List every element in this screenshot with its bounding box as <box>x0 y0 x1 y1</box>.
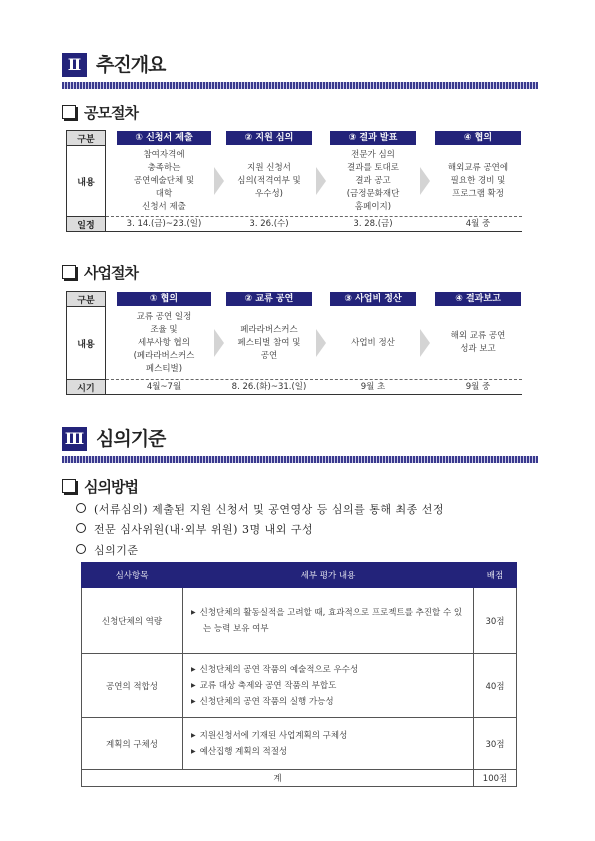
table-header-row <box>82 563 517 588</box>
stage-title: ④ 결과보고 <box>435 292 521 306</box>
section-title: 심의기준 <box>96 428 166 450</box>
stage-content: 지원 신청서 심의(적격여부 및 우수성) <box>237 162 301 199</box>
triangle-bullet-icon: ▶ <box>191 747 196 755</box>
stage-schedule: 9월 중 <box>465 382 491 392</box>
triangle-bullet-icon: ▶ <box>191 681 196 689</box>
arrow-icon <box>214 329 224 357</box>
arrow-icon <box>420 329 430 357</box>
label-content: 내용 <box>66 146 106 216</box>
checkbox-icon <box>62 265 76 279</box>
stage-content: 참여자격에 충족하는 공연예술단체 및 대학 신청서 제출 <box>133 149 195 212</box>
stage-content: 사업비 정산 <box>351 337 395 348</box>
detail-item <box>191 678 465 694</box>
stage-schedule: 3. 28.(금) <box>353 219 393 229</box>
subsection-title: 심의방법 <box>84 478 138 496</box>
table-row <box>82 588 517 654</box>
detail-text: 지원신청서에 기재된 사업계획의 구체성 <box>199 730 348 741</box>
stage-title: ① 협의 <box>117 292 211 306</box>
section-number: Ⅱ <box>62 53 87 77</box>
stage-title: ② 지원 심의 <box>226 131 312 145</box>
stage-title: ③ 결과 발표 <box>330 131 416 145</box>
section-number: Ⅲ <box>62 427 87 451</box>
triangle-bullet-icon: ▶ <box>191 608 196 616</box>
criteria-details <box>183 654 474 718</box>
stage-schedule: 4월~7월 <box>146 382 182 392</box>
column-header: 심사항목 <box>82 563 183 588</box>
stage-content: 전문가 심의 결과를 토대로 결과 공고 (금정문화재단 홈페이지) <box>346 149 400 212</box>
subsection-title: 공모절차 <box>84 104 138 122</box>
stage-title: ① 신청서 제출 <box>117 131 211 145</box>
checkbox-icon <box>62 105 76 119</box>
arrow-icon <box>316 167 326 195</box>
detail-text: 예산집행 계획의 적절성 <box>199 746 288 757</box>
detail-item <box>191 728 465 744</box>
subsection-heading-project <box>62 262 138 282</box>
circle-bullet-icon <box>76 544 86 554</box>
divider <box>106 231 522 232</box>
label-schedule: 일정 <box>66 216 106 232</box>
subsection-title: 사업절차 <box>84 264 138 282</box>
detail-item <box>191 605 465 637</box>
bullet-text: 심의기준 <box>94 544 139 557</box>
label-content: 내용 <box>66 307 106 379</box>
table-row <box>82 718 517 770</box>
detail-item <box>191 744 465 760</box>
triangle-bullet-icon: ▶ <box>191 697 196 705</box>
stage-schedule: 9월 초 <box>360 382 386 392</box>
stage-title: ④ 협의 <box>435 131 521 145</box>
divider <box>106 216 522 217</box>
label-stage: 구분 <box>66 291 106 307</box>
arrow-icon <box>316 329 326 357</box>
detail-text: 신청단체의 활동실적을 고려할 때, 효과적으로 프로젝트를 추진할 수 있는 능력 보유 여부 <box>199 607 463 634</box>
detail-text: 교류 대상 축제와 공연 작품의 부합도 <box>199 680 337 691</box>
criteria-category: 공연의 적합성 <box>82 654 183 718</box>
stage-schedule: 4월 중 <box>465 219 491 229</box>
criteria-points: 30점 <box>474 588 517 654</box>
bullet-text: 전문 심사위원(내·외부 위원) 3명 내외 구성 <box>94 523 314 536</box>
section-header-2 <box>62 50 538 80</box>
stage-schedule: 3. 14.(금)~23.(일) <box>126 219 202 229</box>
section-header-3 <box>62 424 538 454</box>
stage-schedule: 8. 26.(화)~31.(일) <box>231 382 307 392</box>
divider <box>106 379 522 380</box>
circle-bullet-icon <box>76 503 86 513</box>
criteria-points: 30점 <box>474 718 517 770</box>
criteria-points: 40점 <box>474 654 517 718</box>
criteria-category: 신청단체의 역량 <box>82 588 183 654</box>
total-points: 100점 <box>474 770 517 787</box>
triangle-bullet-icon: ▶ <box>191 731 196 739</box>
column-header: 세부 평가 내용 <box>183 563 474 588</box>
bullet-item <box>76 501 444 517</box>
criteria-category: 계획의 구체성 <box>82 718 183 770</box>
detail-text: 신청단체의 공연 작품의 예술적으로 우수성 <box>199 664 359 675</box>
label-schedule: 시기 <box>66 379 106 395</box>
bullet-item <box>76 521 313 537</box>
stage-content: 페라라버스커스 페스티벌 참여 및 공연 <box>237 324 301 361</box>
circle-bullet-icon <box>76 523 86 533</box>
bullet-item <box>76 542 139 558</box>
stage-title: ③ 사업비 정산 <box>330 292 416 306</box>
section-divider <box>62 82 538 89</box>
detail-text: 신청단체의 공연 작품의 실행 가능성 <box>199 696 334 707</box>
stage-title: ② 교류 공연 <box>226 292 312 306</box>
table-total-row <box>82 770 517 787</box>
stage-schedule: 3. 26.(수) <box>249 219 289 229</box>
detail-item <box>191 662 465 678</box>
table-row <box>82 654 517 718</box>
section-divider <box>62 456 538 463</box>
subsection-heading-contest <box>62 102 138 122</box>
label-stage: 구분 <box>66 130 106 146</box>
stage-content: 교류 공연 일정 조율 및 세부사항 협의 (페라라버스커스 페스티벌) <box>133 311 195 374</box>
criteria-details <box>183 588 474 654</box>
detail-item <box>191 694 465 710</box>
subsection-heading-method <box>62 476 138 496</box>
column-header: 배점 <box>474 563 517 588</box>
total-label: 계 <box>82 770 474 787</box>
arrow-icon <box>214 167 224 195</box>
bullet-text: (서류심의) 제출된 지원 신청서 및 공연영상 등 심의를 통해 최종 선정 <box>94 503 444 516</box>
criteria-table <box>81 562 517 787</box>
divider <box>106 394 522 395</box>
stage-content: 해외 교류 공연 성과 보고 <box>450 331 506 354</box>
section-title: 추진개요 <box>96 54 166 76</box>
triangle-bullet-icon: ▶ <box>191 665 196 673</box>
arrow-icon <box>420 167 430 195</box>
checkbox-icon <box>62 479 76 493</box>
stage-content: 해외교류 공연에 필요한 경비 및 프로그램 확정 <box>447 162 509 199</box>
criteria-details <box>183 718 474 770</box>
